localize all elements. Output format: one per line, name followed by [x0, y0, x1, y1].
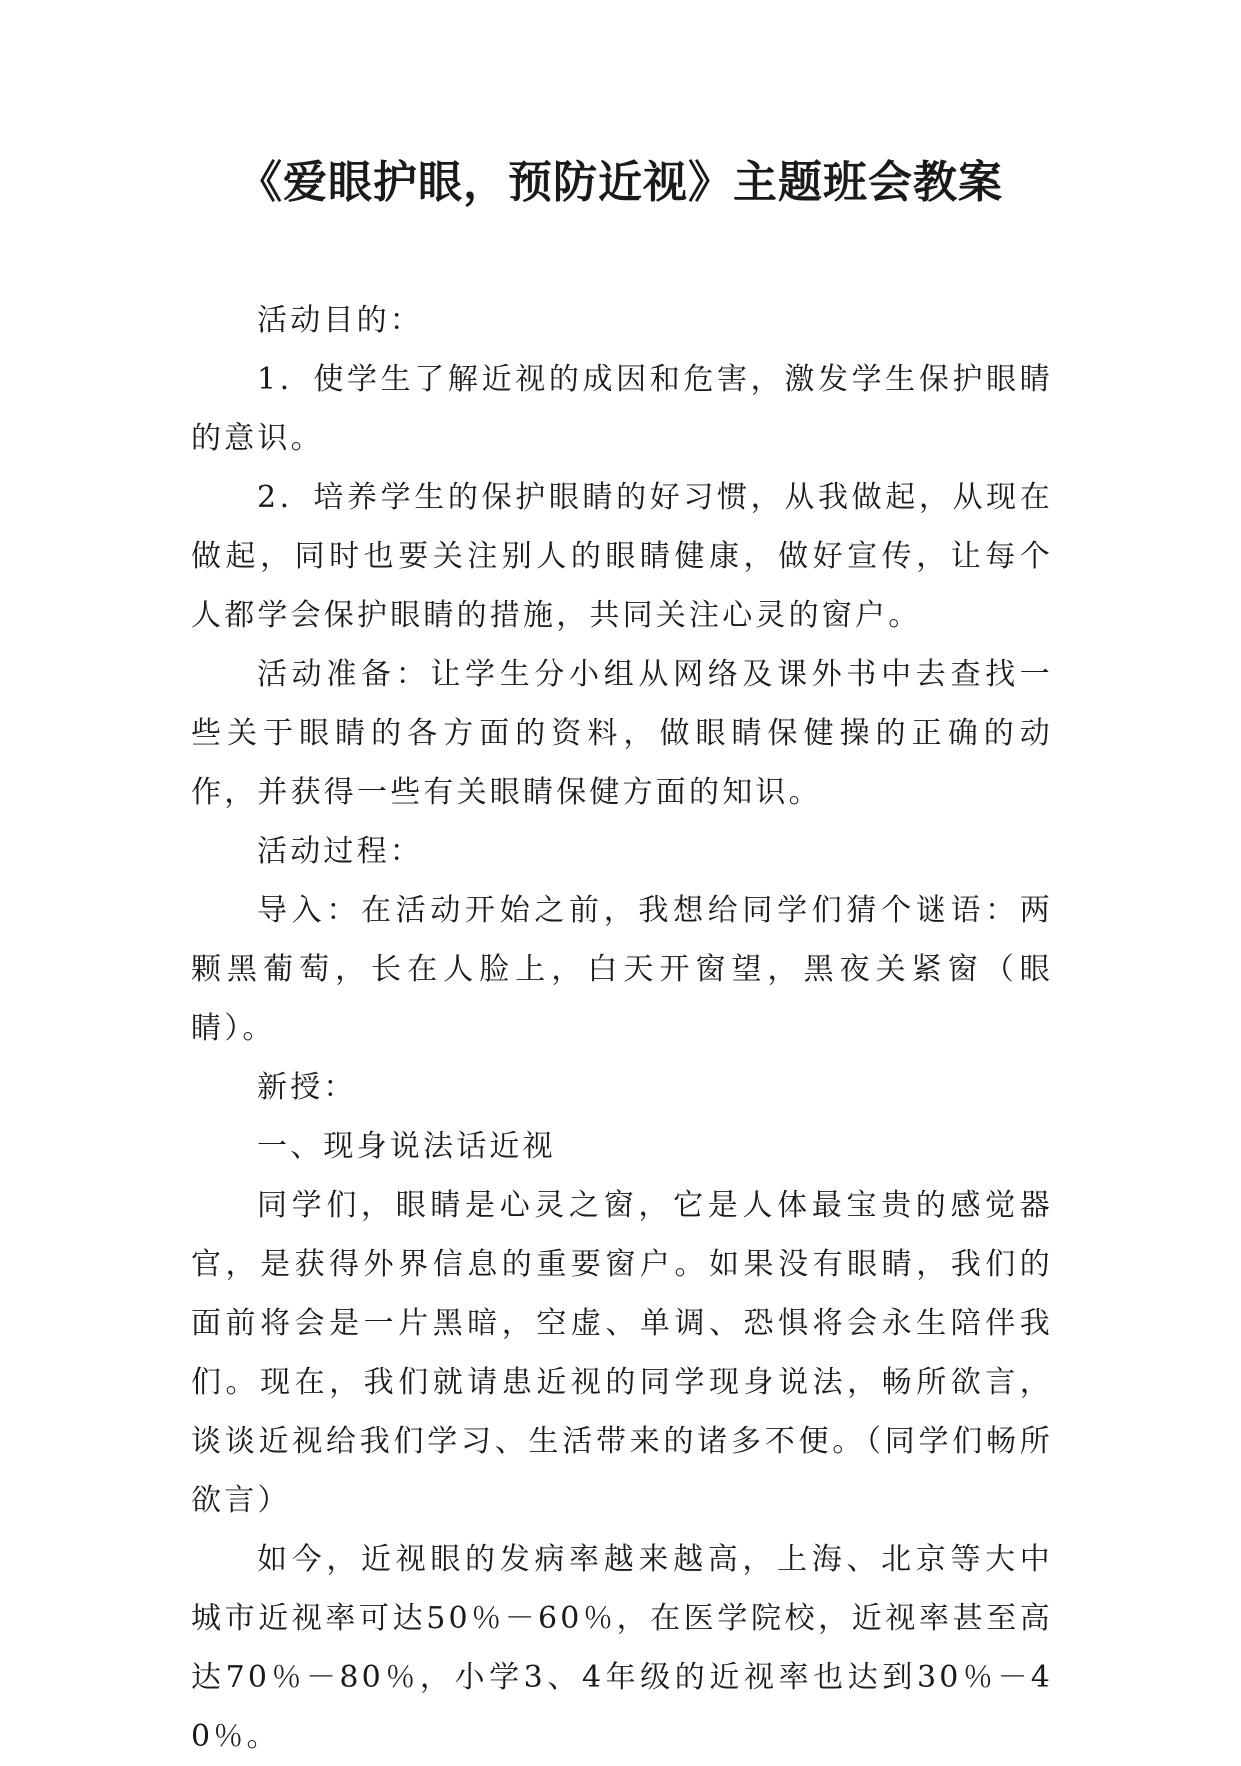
paragraph-introduction: 导入：在活动开始之前，我想给同学们猜个谜语：两颗黑葡萄，长在人脸上，白天开窗望，黑夜关紧窗（眼睛）。 [191, 893, 1053, 1046]
paragraph-eyes-window: 同学们，眼睛是心灵之窗，它是人体最宝贵的感觉器官，是获得外界信息的重要窗户。如果没有眼睛，我们的面前将会是一片黑暗，空虚、单调、恐惧将会永生陪伴我们。现在，我们就请患近视的同学现身说法，畅所欲言，谈谈近视给我们学习、生活带来的诸多不便。（同学们畅所欲言） [191, 1188, 1053, 1518]
paragraph-section-1-heading: 一、现身说法话近视 [257, 1129, 556, 1164]
paragraph-new-lesson-heading: 新授： [257, 1070, 357, 1105]
paragraph-activity-process-heading: 活动过程： [257, 834, 423, 869]
paragraph-goal-1: 1．使学生了解近视的成因和危害，激发学生保护眼睛的意识。 [191, 362, 1053, 456]
document-title: 《爱眼护眼，预防近视》主题班会教案 [238, 157, 1003, 208]
paragraph-activity-preparation: 活动准备：让学生分小组从网络及课外书中去查找一些关于眼睛的各方面的资料，做眼睛保健操的正确的动作，并获得一些有关眼睛保健方面的知识。 [191, 657, 1053, 810]
document-body [191, 291, 1053, 1766]
paragraph-goal-2: 2．培养学生的保护眼睛的好习惯，从我做起，从现在做起，同时也要关注别人的眼睛健康，做好宣传，让每个人都学会保护眼睛的措施，共同关注心灵的窗户。 [191, 480, 1053, 633]
paragraph-myopia-rates: 如今，近视眼的发病率越来越高，上海、北京等大中城市近视率可达50％－60％，在医学院校，近视率甚至高达70％－80％，小学3、4年级的近视率也达到30％－40％。 [191, 1542, 1053, 1754]
paragraph-activity-goal-heading: 活动目的： [257, 303, 423, 338]
